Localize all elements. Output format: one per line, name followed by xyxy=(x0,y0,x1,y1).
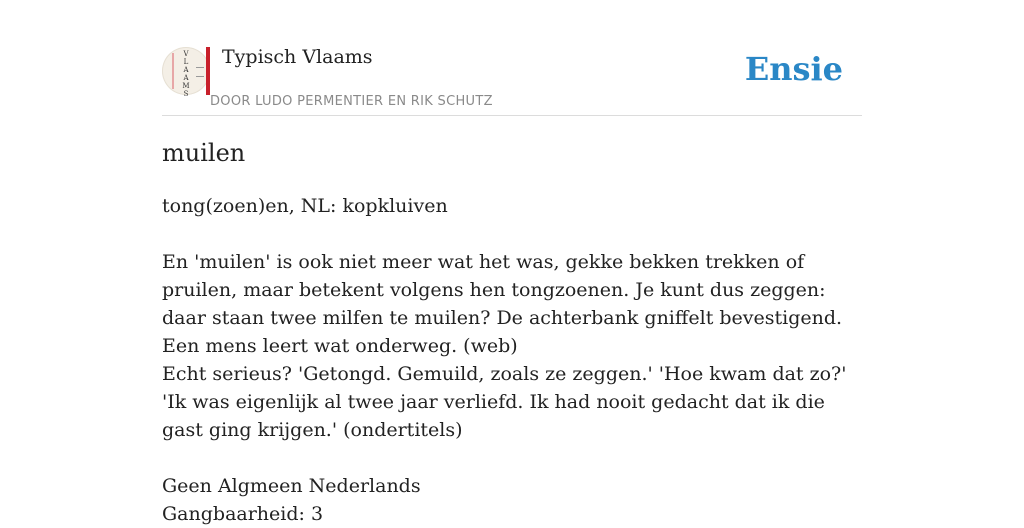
example-quote: Echt serieus? 'Getongd. Gemuild, zoals ze zeggen.' 'Hoe kwam dat zo?' 'Ik was eigenlijk al twee jaar verliefd. Ik had nooit gedacht dat ik die gast ging krijgen.' (ondertitels) xyxy=(162,363,847,441)
header xyxy=(162,40,862,116)
cover-title-letters: V L A A M S xyxy=(182,50,190,98)
cover-red-strip xyxy=(206,47,210,95)
ensie-logo[interactable]: Ensie xyxy=(744,50,843,88)
cover-decoration-lines xyxy=(196,67,204,77)
book-title-link[interactable]: Typisch Vlaams xyxy=(222,46,373,68)
entry-title: muilen xyxy=(162,139,246,167)
book-cover-image[interactable] xyxy=(162,47,210,98)
spacer xyxy=(162,220,862,248)
short-definition: tong(zoen)en, NL: kopkluiven xyxy=(162,195,448,217)
definition-body xyxy=(162,192,862,528)
spacer xyxy=(162,444,862,472)
usage-label: Gangbaarheid: 3 xyxy=(162,503,324,525)
cover-decoration xyxy=(172,53,174,89)
book-authors: DOOR LUDO PERMENTIER EN RIK SCHUTZ xyxy=(210,94,493,109)
example-quote: En 'muilen' is ook niet meer wat het was, gekke bekken trekken of pruilen, maar betekent volgens hen tongzoenen. Je kunt dus zeggen: daar staan twee milfen te muilen? De achterbank gniffelt bevestigend. Een mens leert wat onderweg. (web) xyxy=(162,251,843,357)
register-label: Geen Algmeen Nederlands xyxy=(162,475,421,497)
